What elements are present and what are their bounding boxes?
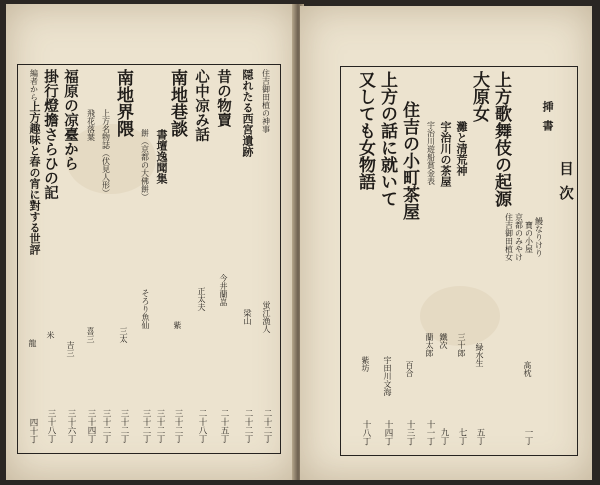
entry-title: 福原の凉臺から xyxy=(62,69,79,171)
entry-title: 心中凉み話 xyxy=(193,69,210,142)
entry-author: 緑水生 xyxy=(475,343,484,367)
toc-entry[interactable] xyxy=(514,71,537,451)
entry-author: 吉三 xyxy=(66,341,75,357)
entry-title: 飛花落葉 xyxy=(86,109,96,141)
entry-author: 米 xyxy=(46,331,55,339)
caption: 鰻なりけり xyxy=(534,217,544,257)
entry-author: 紫坊 xyxy=(361,356,370,372)
entry-title: 南地界隈 xyxy=(113,69,133,137)
toc-heading xyxy=(555,71,575,451)
entry-title: 上方の話に就いて xyxy=(377,71,397,207)
right-toc-frame xyxy=(340,66,578,456)
entry-author: 喜三 xyxy=(86,327,95,343)
toc-entry[interactable] xyxy=(113,69,133,449)
caption: 京都のみやけ xyxy=(514,213,524,261)
toc-entry[interactable] xyxy=(399,71,419,451)
entry-page: 五丁 xyxy=(475,428,485,445)
entry-title: 灘と清荒神 xyxy=(455,121,468,176)
entry-page: 二十八丁 xyxy=(197,409,207,443)
entry-title: 又しても女物語 xyxy=(355,71,375,190)
entry-page: 三十二丁 xyxy=(173,409,183,443)
toc-entry[interactable] xyxy=(81,69,101,449)
toc-entry[interactable] xyxy=(237,69,257,449)
toc-entry[interactable] xyxy=(534,71,557,451)
toc-entry[interactable] xyxy=(355,71,375,451)
entry-page: 三十六丁 xyxy=(66,409,76,443)
entry-author: 宇田川文海 xyxy=(383,356,392,396)
entry-page: 七丁 xyxy=(457,428,467,445)
toc-entry[interactable] xyxy=(421,71,441,451)
entry-page: 二十二丁 xyxy=(243,409,253,443)
toc-entry[interactable] xyxy=(191,69,211,449)
toc-entry[interactable] xyxy=(60,69,80,449)
entry-title: 昔の物賣 xyxy=(215,69,232,127)
entry-title: 隠れたる西宮遺跡 xyxy=(241,69,254,157)
toc-entry[interactable] xyxy=(213,69,233,449)
entry-author: 紫 xyxy=(173,321,182,329)
entry-page: 三十二丁 xyxy=(155,409,165,443)
toc-entry[interactable] xyxy=(469,71,489,451)
entry-page: 一丁 xyxy=(523,428,533,445)
entry-author: 鐵次 xyxy=(439,333,448,349)
entry-author: 今井蘭嵓 xyxy=(219,274,228,306)
entry-page: 三十二丁 xyxy=(141,409,151,443)
entry-title: 住吉御田植の神事 xyxy=(261,69,271,133)
entry-page: 三十四丁 xyxy=(86,409,96,443)
section-label: 挿書 xyxy=(541,101,554,139)
entry-page: 十三丁 xyxy=(405,419,415,445)
entry-page: 三十二丁 xyxy=(119,409,129,443)
toc-entry[interactable] xyxy=(256,69,276,449)
entry-title: 住吉の小町茶屋 xyxy=(399,101,419,220)
left-page xyxy=(6,4,296,480)
entry-author: 蛍江漁人 xyxy=(262,301,271,333)
entry-author: 梁山 xyxy=(243,309,252,325)
entry-author: 龍 xyxy=(28,339,37,347)
entry-title: 南地巷談 xyxy=(167,69,187,137)
entry-page: 二十二丁 xyxy=(262,409,272,443)
toc-entry[interactable] xyxy=(24,69,44,449)
toc-entry[interactable] xyxy=(491,71,511,451)
entry-page: 九丁 xyxy=(439,428,449,445)
entry-page: 十四丁 xyxy=(383,419,393,445)
entry-title: 宇治川遊船賞金表 xyxy=(426,121,436,185)
entry-title: 上方趣味と春の宵に對する世評 xyxy=(28,101,41,255)
toc-heading-text: 目次 xyxy=(557,161,574,210)
caption: 寶の小屋 xyxy=(524,221,534,253)
caption: 住吉御田植女 xyxy=(504,213,514,261)
entry-title: 宇治川の茶屋 xyxy=(439,121,452,187)
entry-page: 三十二丁 xyxy=(101,409,111,443)
entry-page: 二十五丁 xyxy=(219,409,229,443)
entry-author: そろり魚仙 xyxy=(141,289,150,329)
entry-title: 上方名物誌（伏見人形） xyxy=(101,109,111,197)
entry-author: 三十郎 xyxy=(457,333,466,357)
toc-entry[interactable] xyxy=(377,71,397,451)
entry-page: 四十丁 xyxy=(28,417,38,443)
entry-page: 三十八丁 xyxy=(46,409,56,443)
entry-author: 髙枕 xyxy=(523,361,532,377)
entry-page: 十一丁 xyxy=(425,419,435,445)
entry-title: 上方歌舞伎の起源 xyxy=(491,71,511,207)
toc-entry[interactable] xyxy=(135,69,155,449)
entry-author: 正太夫 xyxy=(197,287,206,311)
entry-author: 三太 xyxy=(119,327,128,343)
left-toc-frame xyxy=(17,64,281,454)
entry-title: 大原女 xyxy=(469,71,489,122)
entry-title: 餅（京都の大佛餅） xyxy=(140,129,150,201)
entry-title: 編者から xyxy=(29,69,39,101)
entry-author: 蘭太郎 xyxy=(425,333,434,357)
right-page xyxy=(300,6,592,480)
entry-title: 書壇逸聞集 xyxy=(155,129,168,184)
entry-author: 百合 xyxy=(405,361,414,377)
entry-title: 掛行燈擔さらひの記 xyxy=(42,69,59,200)
entry-page: 十八丁 xyxy=(361,419,371,445)
